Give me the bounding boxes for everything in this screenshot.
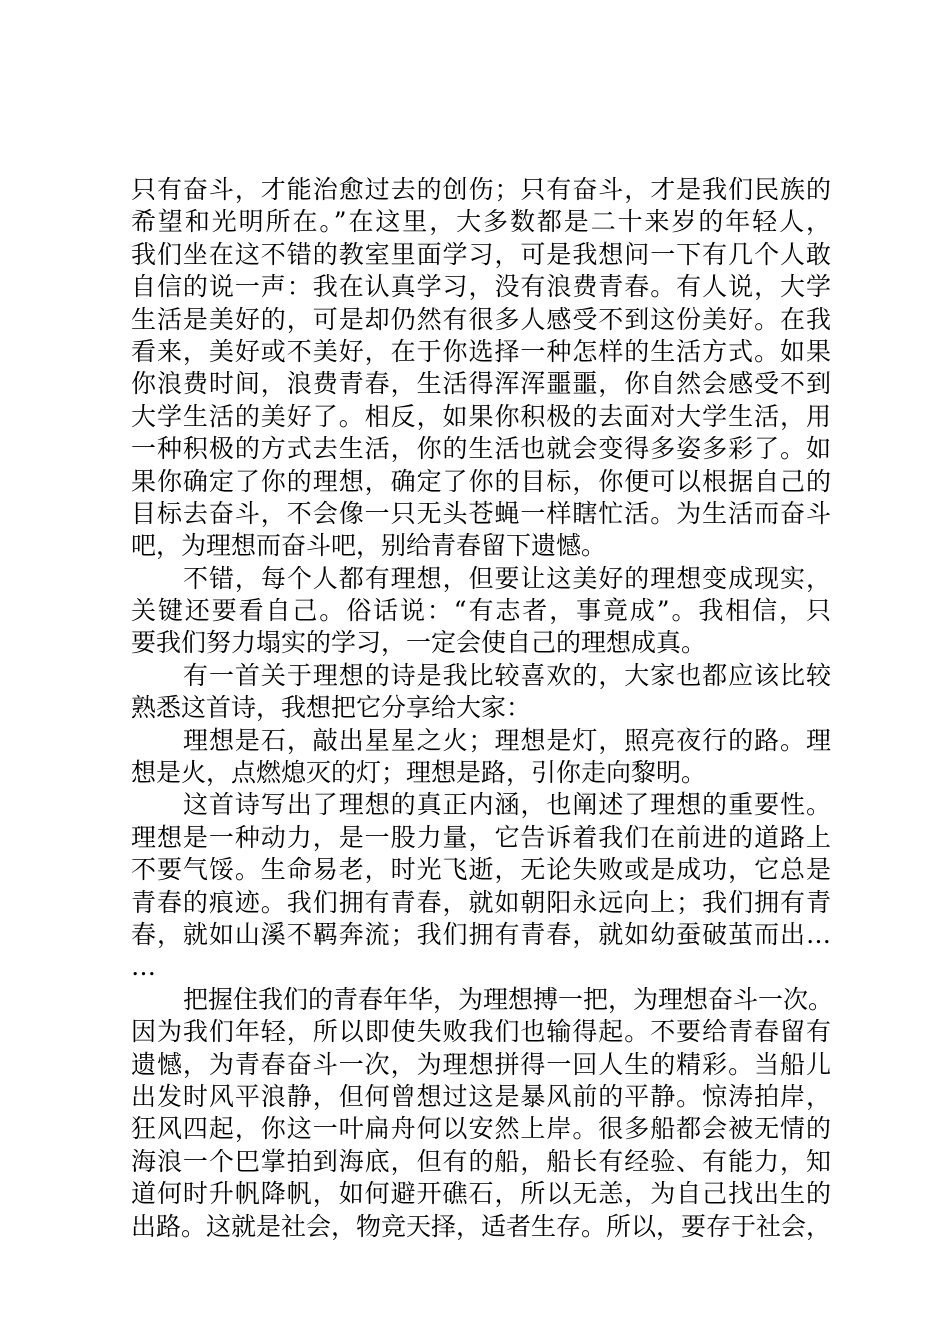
text-line: 大学生活的美好了。相反，如果你积极的去面对大学生活，用 [131, 401, 831, 431]
text-line: 理想是石，敲出星星之火；理想是灯，照亮夜行的路。理 [183, 725, 831, 755]
text-line: 你浪费时间，浪费青春，生活得浑浑噩噩，你自然会感受不到 [131, 369, 831, 399]
text-line: 目标去奋斗，不会像一只无头苍蝇一样瞎忙活。为生活而奋斗 [131, 498, 831, 528]
text-line: 熟悉这首诗，我想把它分享给大家： [131, 693, 532, 723]
text-line: 理想是一种动力，是一股力量，它告诉着我们在前进的道路上 [131, 822, 831, 852]
text-line: 果你确定了你的理想，确定了你的目标，你便可以根据自己的 [131, 466, 831, 496]
text-line: 有一首关于理想的诗是我比较喜欢的，大家也都应该比较 [183, 660, 831, 690]
text-line: 道何时升帆降帆，如何避开礁石，所以无恙，为自己找出生的 [131, 1179, 831, 1209]
text-line: 生活是美好的，可是却仍然有很多人感受不到这份美好。在我 [131, 304, 831, 334]
text-line: 吧，为理想而奋斗吧，别给青春留下遗憾。 [131, 531, 607, 561]
text-line: 青春的痕迹。我们拥有青春，就如朝阳永远向上；我们拥有青 [131, 887, 831, 917]
document-body [131, 174, 834, 1243]
text-line: 狂风四起，你这一叶扁舟何以安然上岸。很多船都会被无情的 [131, 1114, 831, 1144]
text-line: 看来，美好或不美好，在于你选择一种怎样的生活方式。如果 [131, 336, 831, 366]
text-line: 只有奋斗，才能治愈过去的创伤；只有奋斗，才是我们民族的 [131, 175, 831, 204]
text-line: 遗憾，为青春奋斗一次，为理想拼得一回人生的精彩。当船儿 [131, 1049, 831, 1079]
text-line: 出路。这就是社会，物竞天择，适者生存。所以，要存于社会， [131, 1211, 832, 1241]
text-line: 春，就如山溪不羁奔流；我们拥有青春，就如幼蚕破茧而出… [131, 919, 831, 949]
text-line: 不要气馁。生命易老，时光飞逝，无论失败或是成功，它总是 [131, 855, 831, 885]
text-line: 这首诗写出了理想的真正内涵，也阐述了理想的重要性。 [183, 790, 831, 820]
text-line: 希望和光明所在。”在这里，大多数都是二十来岁的年轻人， [131, 207, 831, 237]
text-line: 海浪一个巴掌拍到海底，但有的船，船长有经验、有能力，知 [131, 1146, 831, 1176]
text-line: 不错，每个人都有理想，但要让这美好的理想变成现实， [183, 563, 831, 593]
text-line: 自信的说一声：我在认真学习，没有浪费青春。有人说，大学 [131, 272, 831, 302]
text-line: 关键还要看自己。俗话说：“有志者，事竟成”。我相信，只 [131, 596, 831, 626]
text-line: 要我们努力塌实的学习，一定会使自己的理想成真。 [131, 628, 707, 658]
text-line: … [131, 952, 156, 982]
text-line: 因为我们年轻，所以即使失败我们也输得起。不要给青春留有 [131, 1017, 831, 1047]
text-line: 想是火，点燃熄灭的灯；理想是路，引你走向黎明。 [131, 758, 707, 788]
text-line: 我们坐在这不错的教室里面学习，可是我想问一下有几个人敢 [131, 239, 831, 269]
text-line: 把握住我们的青春年华，为理想搏一把，为理想奋斗一次。 [183, 984, 834, 1014]
text-line: 出发时风平浪静，但何曾想过这是暴风前的平静。惊涛拍岸， [131, 1081, 831, 1111]
text-line: 一种积极的方式去生活，你的生活也就会变得多姿多彩了。如 [131, 434, 831, 464]
